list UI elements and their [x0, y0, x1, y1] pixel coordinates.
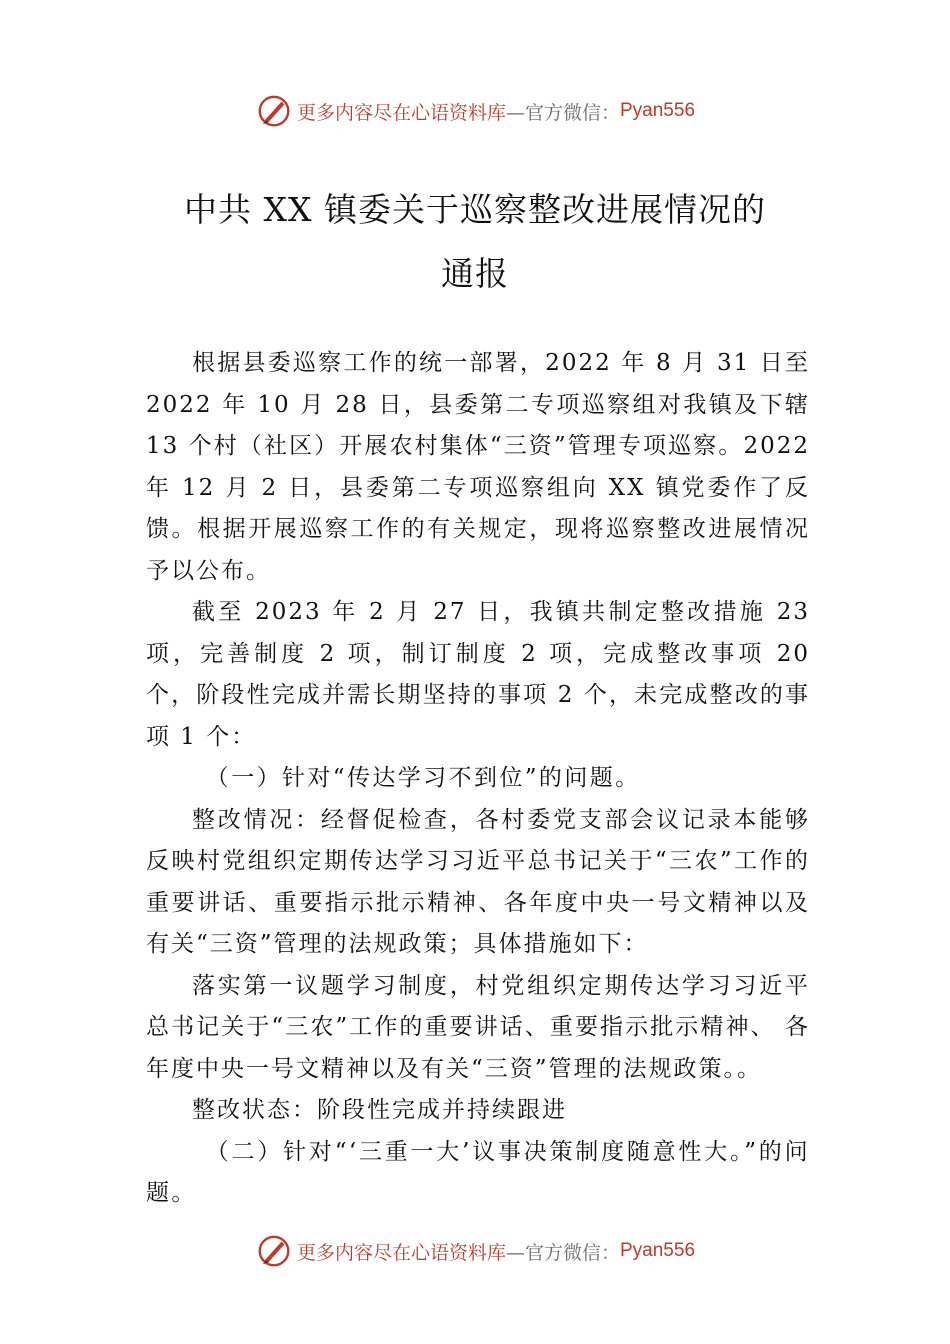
banner-wechat-id: Pyan556: [620, 100, 696, 121]
brush-logo-icon: [255, 1232, 293, 1270]
footer-banner: [0, 1232, 950, 1270]
banner-text-main: 更多内容尽在心语资料库: [296, 1241, 506, 1264]
header-banner: [0, 92, 950, 130]
paragraph-summary: 截至 2023 年 2 月 27 日，我镇共制定整改措施 23 项，完善制度 2 项，制订制度 2 项，完成整改事项 20 个，阶段性完成并需长期坚持的事项 2 个，未完成整改的事项 1 个：: [146, 599, 810, 750]
document-title-line-2: 通报: [441, 254, 509, 293]
banner-wechat-id: Pyan556: [620, 1240, 696, 1261]
banner-text-separator: —官方微信：: [505, 1241, 620, 1264]
section-heading-2: （二）针对“‘三重一大’议事决策制度随意性大。”的问题。: [146, 1138, 810, 1206]
paragraph-status: 整改状态：阶段性完成并持续跟进: [192, 1097, 567, 1123]
document-title-line-1: 中共 XX 镇委关于巡察整改进展情况的: [184, 190, 766, 229]
brush-logo-icon: [255, 92, 293, 130]
document-body: [146, 343, 810, 1215]
banner-text-separator: —官方微信：: [505, 101, 620, 124]
paragraph-intro: 根据县委巡察工作的统一部署，2022 年 8 月 31 日至 2022 年 10 月 28 日，县委第二专项巡察组对我镇及下辖 13 个村（社区）开展农村集体“三资”管理专项巡察。2022 年 12 月 2 日，县委第二专项巡察组向 XX 镇党委作了反馈。根据开展巡察工作的有关规定，现将巡察整改进展情况予以公布。: [146, 350, 810, 584]
paragraph-rectification: 整改情况：经督促检查，各村委党支部会议记录本能够反映村党组织定期传达学习习近平总书记关于“三农”工作的重要讲话、重要指示批示精神、各年度中央一号文精神以及有关“三资”管理的法规政策；具体措施如下：: [146, 806, 810, 957]
section-heading-1: （一）针对“传达学习不到位”的问题。: [205, 765, 641, 791]
banner-text-main: 更多内容尽在心语资料库: [296, 101, 506, 124]
paragraph-measures: 落实第一议题学习制度，村党组织定期传达学习习近平总书记关于“三农”工作的重要讲话、重要指示批示精神、 各年度中央一号文精神以及有关“三资”管理的法规政策。。: [146, 972, 810, 1082]
